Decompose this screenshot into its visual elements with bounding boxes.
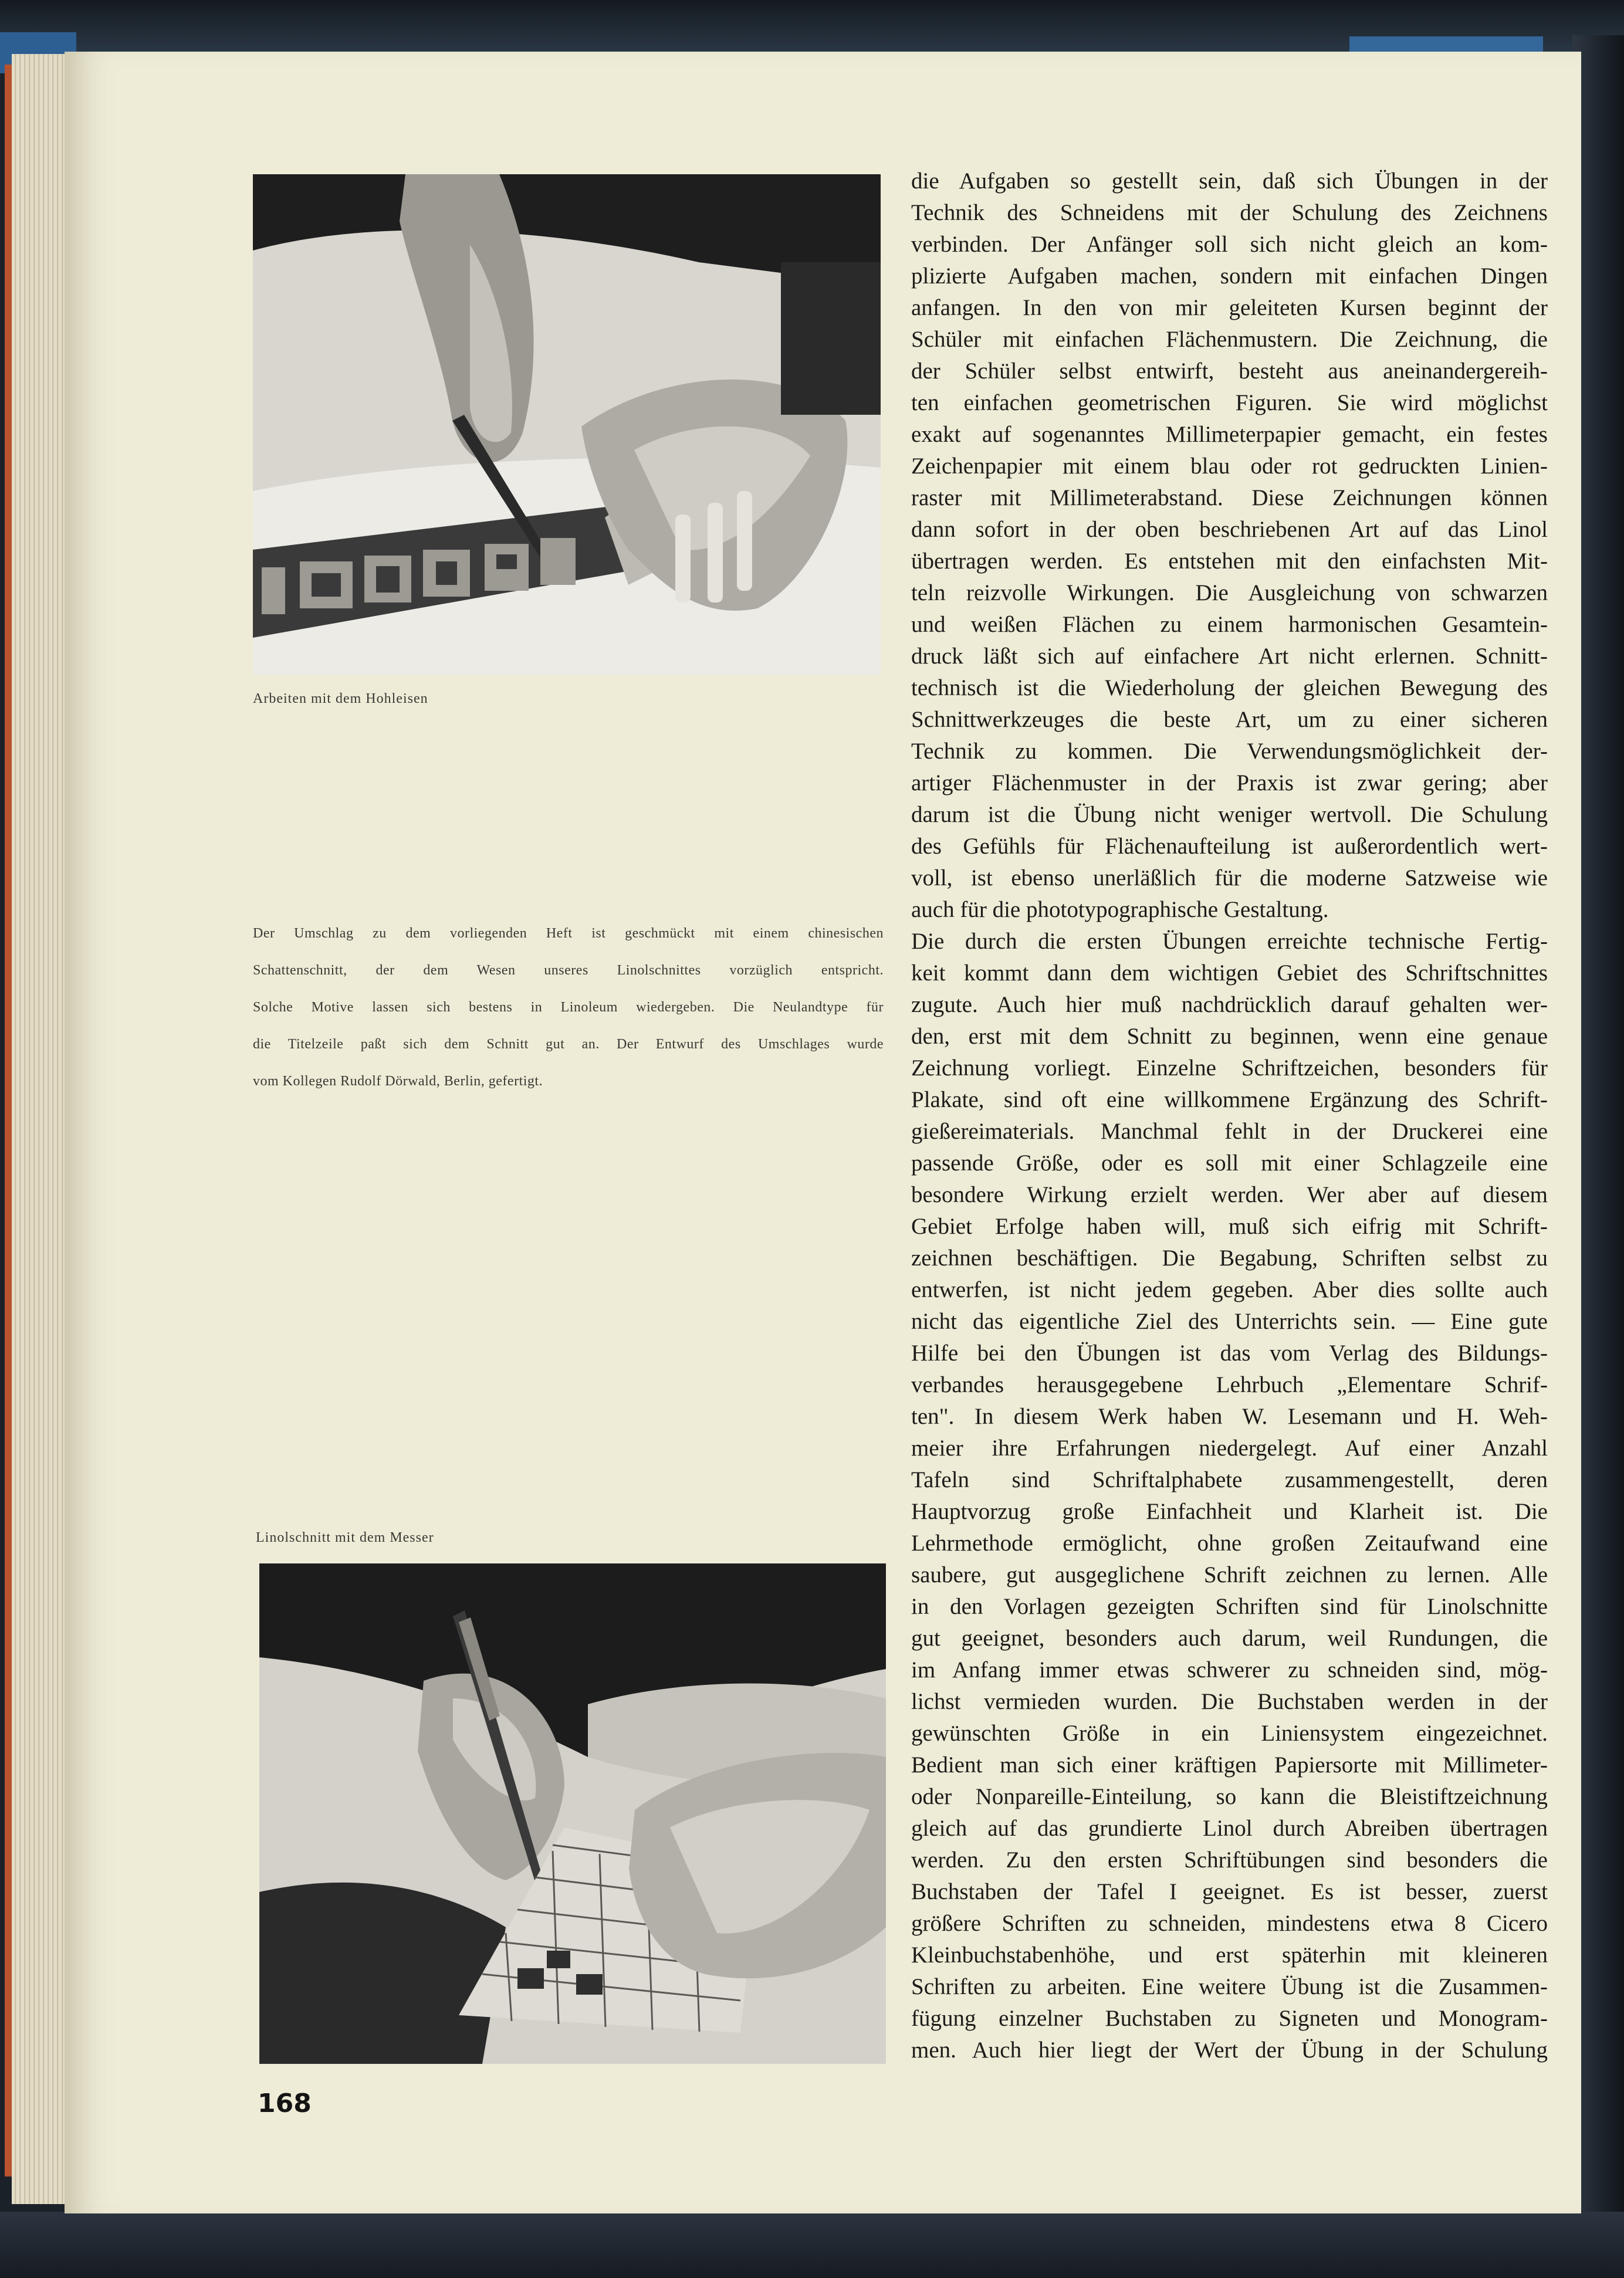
body-line: den, erst mit dem Schnitt zu beginnen, wenn eine genaue [911, 1024, 1548, 1049]
photo-carving-with-gouge [253, 174, 881, 675]
body-line: Kleinbuchstabenhöhe, und erst späterhin mit kleineren [911, 1942, 1548, 1968]
cover-note-line: Solche Motive lassen sich bestens in Linoleum wiedergeben. Die Neulandtype für [253, 1000, 884, 1015]
body-line: Schriften zu arbeiten. Eine weitere Übung ist die Zusammen- [911, 1974, 1548, 1999]
body-line: fügung einzelner Buchstaben zu Signeten und Monogram- [911, 2006, 1548, 2031]
body-line: auch für die phototypographische Gestaltung. [911, 897, 1329, 922]
book-bottom-edge-background [0, 2212, 1624, 2278]
cover-note-line: die Titelzeile paßt sich dem Schnitt gut an. Der Entwurf des Umschlages wurde [253, 1037, 884, 1052]
photo-cutting-with-knife-image [259, 1563, 886, 2064]
body-line: in den Vorlagen gezeigten Schriften sind für Linolschnitte [911, 1594, 1548, 1619]
body-line: zeichnen beschäftigen. Die Begabung, Schriften selbst zu [911, 1245, 1548, 1271]
body-line: Zeichenpapier mit einem blau oder rot gedruckten Linien- [911, 453, 1548, 479]
body-line: des Gefühls für Flächenaufteilung ist außerordentlich wert- [911, 834, 1548, 859]
page-number: 168 [258, 2089, 312, 2118]
body-line: gießereimaterials. Manchmal fehlt in der Druckerei eine [911, 1119, 1548, 1144]
body-line: Technik zu kommen. Die Verwendungsmöglichkeit der- [911, 739, 1548, 764]
body-line: artiger Flächenmuster in der Praxis ist zwar gering; aber [911, 770, 1548, 796]
body-line: Hauptvorzug große Einfachheit und Klarheit ist. Die [911, 1499, 1548, 1524]
body-text-column [911, 165, 1548, 2066]
body-line: raster mit Millimeterabstand. Diese Zeichnungen können [911, 485, 1548, 510]
cover-note-paragraph [253, 924, 884, 1109]
body-line: Zeichnung vorliegt. Einzelne Schriftzeichen, besonders für [911, 1055, 1548, 1081]
body-line: saubere, gut ausgeglichene Schrift zeichnen zu lernen. Alle [911, 1562, 1548, 1588]
body-line: Lehrmethode ermöglicht, ohne großen Zeitaufwand eine [911, 1531, 1548, 1556]
body-line: größere Schriften zu schneiden, mindestens etwa 8 Cicero [911, 1911, 1548, 1936]
body-line: dann sofort in der oben beschriebenen Art auf das Linol [911, 517, 1548, 542]
body-line: Gebiet Erfolge haben will, muß sich eifrig mit Schrift- [911, 1214, 1548, 1239]
body-line: und weißen Flächen zu einem harmonischen Gesamtein- [911, 612, 1548, 637]
body-line: Plakate, sind oft eine willkommene Ergänzung des Schrift- [911, 1087, 1548, 1112]
body-line: verbinden. Der Anfänger soll sich nicht gleich an kom- [911, 232, 1548, 257]
body-line: ten einfachen geometrischen Figuren. Sie wird möglichst [911, 390, 1548, 415]
body-line: voll, ist ebenso unerläßlich für die moderne Satzweise wie [911, 865, 1548, 891]
body-line: gut geeignet, besonders auch darum, weil Rundungen, die [911, 1626, 1548, 1651]
body-line: Technik des Schneidens mit der Schulung des Zeichnens [911, 200, 1548, 225]
photo-cutting-with-knife [259, 1563, 886, 2064]
body-line: verbandes herausgegebene Lehrbuch „Elementare Schrif- [911, 1372, 1548, 1397]
body-line: nicht das eigentliche Ziel des Unterrichts sein. — Eine gute [911, 1309, 1548, 1334]
body-line: die Aufgaben so gestellt sein, daß sich Übungen in der [911, 168, 1548, 194]
body-line: Die durch die ersten Übungen erreichte technische Fertig- [911, 929, 1548, 954]
body-line: Schüler mit einfachen Flächenmustern. Die Zeichnung, die [911, 327, 1548, 352]
photo-carving-with-gouge-image [253, 174, 881, 675]
body-line: plizierte Aufgaben machen, sondern mit einfachen Dingen [911, 263, 1548, 289]
cover-note-line: Schattenschnitt, der dem Wesen unseres Linolschnittes vorzüglich entspricht. [253, 963, 884, 978]
body-line: entwerfen, ist nicht jedem gegeben. Aber dies sollte auch [911, 1277, 1548, 1302]
caption-bottom-photo: Linolschnitt mit dem Messer [256, 1530, 434, 1545]
body-line: übertragen werden. Es entstehen mit den einfachsten Mit- [911, 549, 1548, 574]
body-line: druck läßt sich auf einfachere Art nicht erlernen. Schnitt- [911, 644, 1548, 669]
body-line: lichst vermieden wurden. Die Buchstaben werden in der [911, 1689, 1548, 1714]
body-line: passende Größe, oder es soll mit einer Schlagzeile eine [911, 1150, 1548, 1176]
body-line: meier ihre Erfahrungen niedergelegt. Auf einer Anzahl [911, 1436, 1548, 1461]
body-line: Schnittwerkzeuges die beste Art, um zu einer sicheren [911, 707, 1548, 732]
body-line: Bedient man sich einer kräftigen Papiersorte mit Millimeter- [911, 1752, 1548, 1778]
body-line: Buchstaben der Tafel I geeignet. Es ist besser, zuerst [911, 1879, 1548, 1904]
body-line: Tafeln sind Schriftalphabete zusammengestellt, deren [911, 1467, 1548, 1492]
body-line: teln reizvolle Wirkungen. Die Ausgleichung von schwarzen [911, 580, 1548, 605]
body-line: darum ist die Übung nicht weniger wertvoll. Die Schulung [911, 802, 1548, 827]
body-line: gleich auf das grundierte Linol durch Abreiben übertragen [911, 1816, 1548, 1841]
body-line: anfangen. In den von mir geleiteten Kursen beginnt der [911, 295, 1548, 320]
body-line: im Anfang immer etwas schwerer zu schneiden sind, mög- [911, 1657, 1548, 1683]
cover-note-line: vom Kollegen Rudolf Dörwald, Berlin, gefertigt. [253, 1074, 543, 1089]
body-line: Hilfe bei den Übungen ist das vom Verlag des Bildungs- [911, 1341, 1548, 1366]
body-line: oder Nonpareille-Einteilung, so kann die Bleistiftzeichnung [911, 1784, 1548, 1809]
body-line: gewünschten Größe in ein Liniensystem eingezeichnet. [911, 1721, 1548, 1746]
body-line: der Schüler selbst entwirft, besteht aus aneinandergereih- [911, 358, 1548, 384]
body-line: ten". In diesem Werk haben W. Lesemann und H. Weh- [911, 1404, 1548, 1429]
body-line: besondere Wirkung erzielt werden. Wer aber auf diesem [911, 1182, 1548, 1207]
cover-note-line: Der Umschlag zu dem vorliegenden Heft ist geschmückt mit einem chinesischen [253, 926, 884, 941]
body-line: men. Auch hier liegt der Wert der Übung in der Schulung [911, 2037, 1548, 2063]
body-line: keit kommt dann dem wichtigen Gebiet des Schriftschnittes [911, 960, 1548, 986]
body-line: technisch ist die Wiederholung der gleichen Bewegung des [911, 675, 1548, 700]
body-line: zugute. Auch hier muß nachdrücklich darauf gehalten wer- [911, 992, 1548, 1017]
body-line: exakt auf sogenanntes Millimeterpapier gemacht, ein festes [911, 422, 1548, 447]
caption-top-photo: Arbeiten mit dem Hohleisen [253, 691, 428, 706]
body-line: werden. Zu den ersten Schriftübungen sind besonders die [911, 1847, 1548, 1873]
